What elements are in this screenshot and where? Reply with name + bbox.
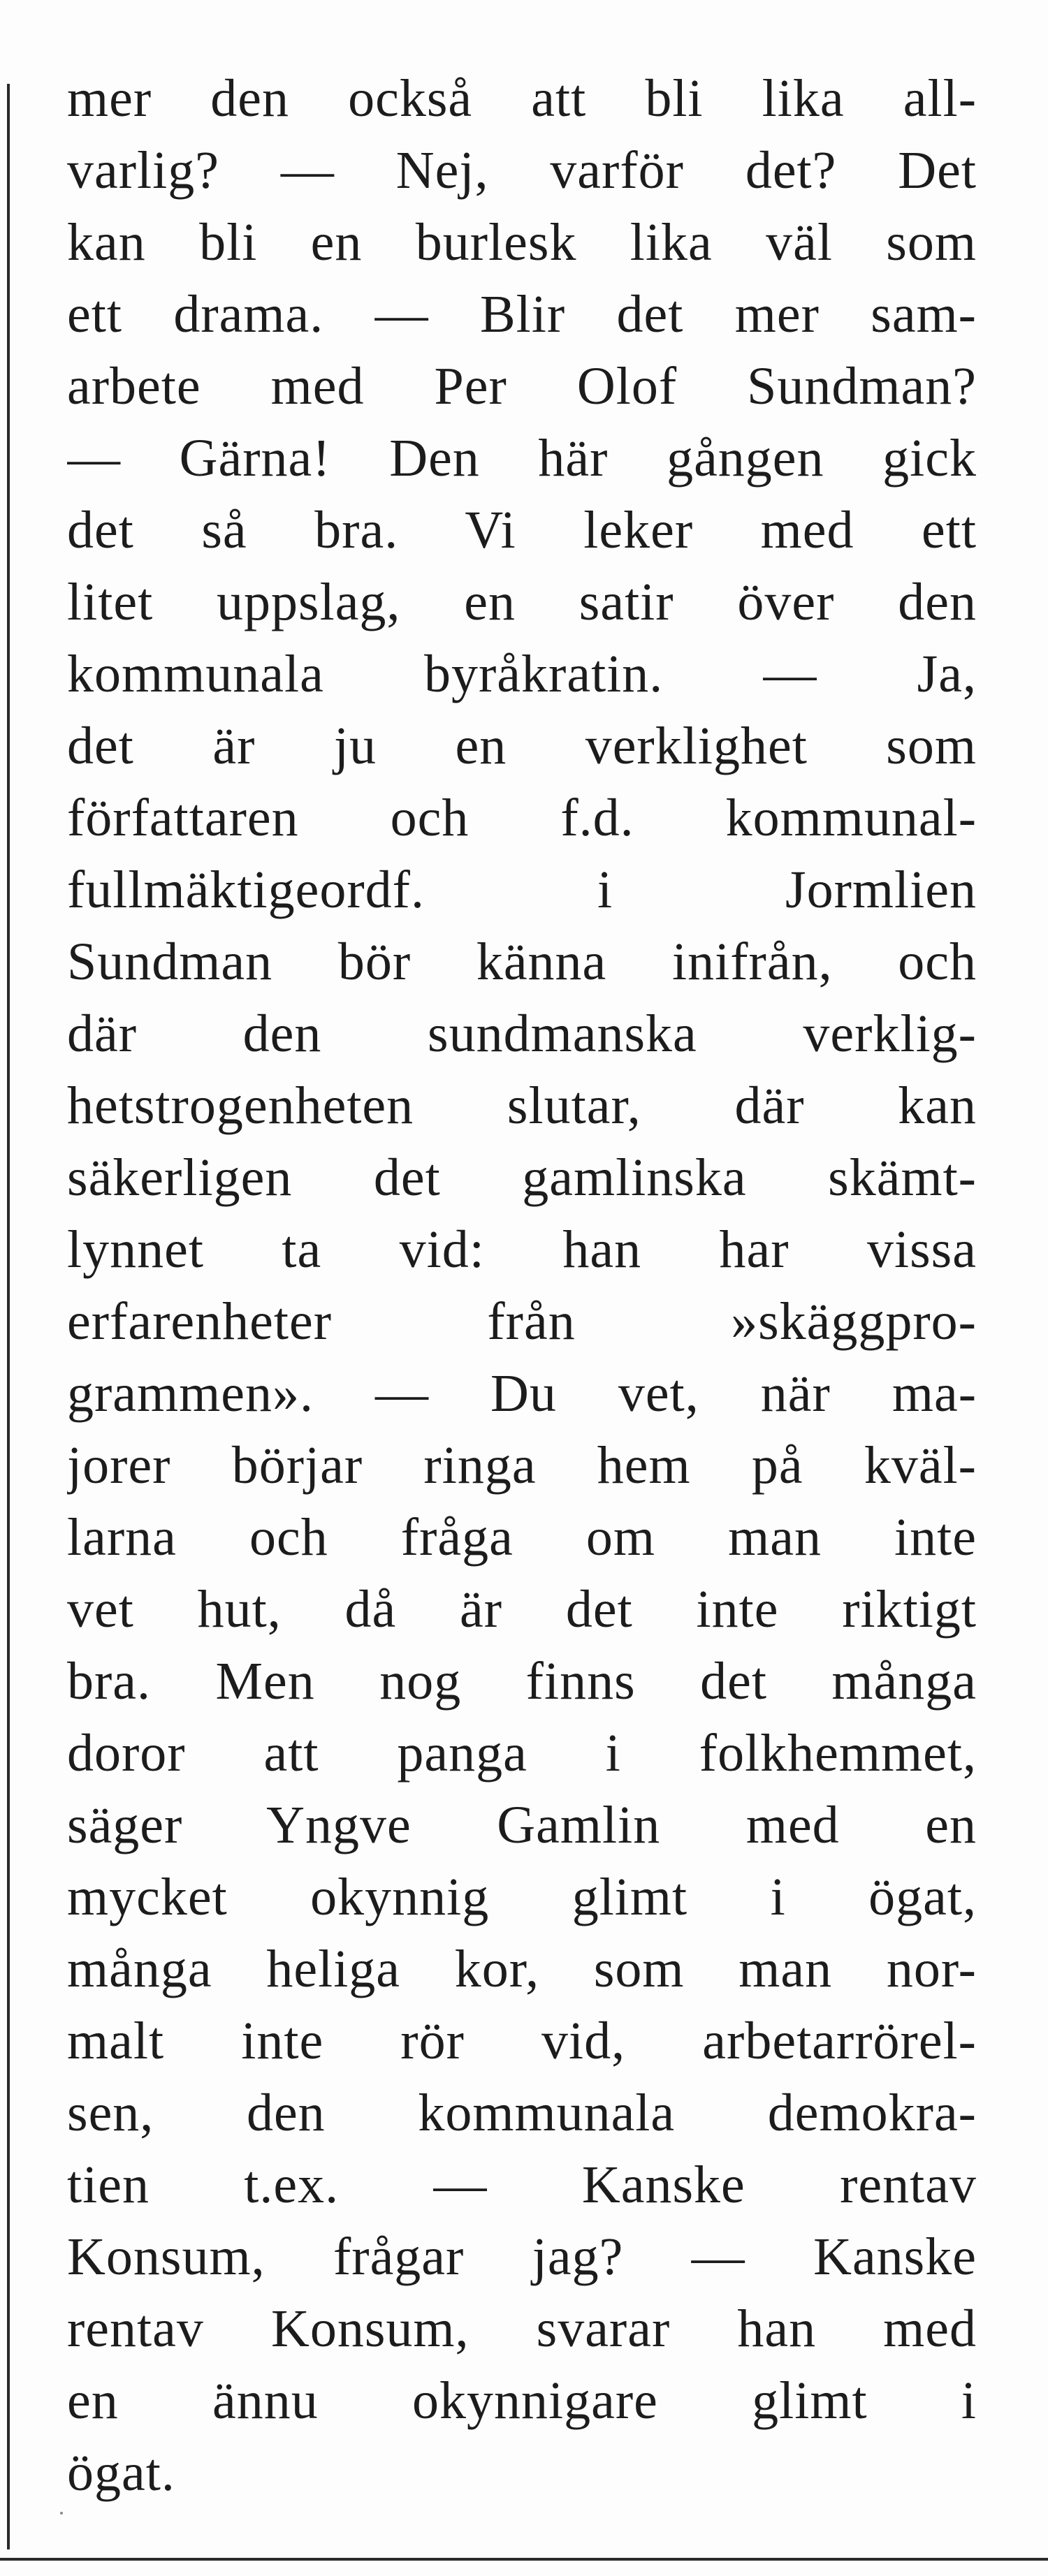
- article-line: sen, den kommunala demokra-: [67, 2084, 977, 2142]
- article-line: Sundman bör känna inifrån, och: [67, 932, 977, 991]
- article-line: ögat.: [67, 2443, 175, 2502]
- article-line: många heliga kor, som man nor-: [67, 1940, 977, 1998]
- article-line: Konsum, frågar jag? — Kanske: [67, 2227, 977, 2286]
- article-line: säkerligen det gamlinska skämt-: [67, 1148, 977, 1207]
- article-line: bra. Men nog finns det många: [67, 1652, 977, 1711]
- article-line: kan bli en burlesk lika väl som: [67, 213, 977, 272]
- article-line: — Gärna! Den här gången gick: [67, 429, 977, 488]
- article-line: fullmäktigeordf. i Jormlien: [67, 861, 977, 919]
- article-line: där den sundmanska verklig-: [67, 1004, 977, 1063]
- article-line: säger Yngve Gamlin med en: [67, 1796, 977, 1854]
- article-line: författaren och f.d. kommunal-: [67, 789, 977, 847]
- article-line: en ännu okynnigare glimt i: [67, 2371, 977, 2430]
- article-line: doror att panga i folkhemmet,: [67, 1724, 977, 1783]
- article-line: det så bra. Vi leker med ett: [67, 501, 977, 559]
- article-line: ett drama. — Blir det mer sam-: [67, 285, 977, 344]
- article-text-column: [67, 63, 977, 2509]
- article-line: rentav Konsum, svarar han med: [67, 2299, 977, 2358]
- print-speck: [60, 2512, 63, 2515]
- article-line: arbete med Per Olof Sundman?: [67, 357, 977, 416]
- article-line: erfarenheter från »skäggpro-: [67, 1292, 977, 1351]
- article-line: grammen». — Du vet, när ma-: [67, 1364, 977, 1423]
- article-line: mycket okynnig glimt i ögat,: [67, 1868, 977, 1926]
- article-line: malt inte rör vid, arbetarrörel-: [67, 2012, 977, 2070]
- article-line: det är ju en verklighet som: [67, 717, 977, 775]
- article-line: jorer börjar ringa hem på kväl-: [67, 1436, 977, 1495]
- article-line: hetstrogenheten slutar, där kan: [67, 1076, 977, 1135]
- article-line: mer den också att bli lika all-: [67, 69, 977, 128]
- article-line: larna och fråga om man inte: [67, 1508, 977, 1567]
- bottom-column-rule: [0, 2558, 1048, 2561]
- article-line: lynnet ta vid: han har vissa: [67, 1220, 977, 1279]
- article-line: kommunala byråkratin. — Ja,: [67, 645, 977, 703]
- left-column-rule: [7, 84, 10, 2549]
- article-line: varlig? — Nej, varför det? Det: [67, 141, 977, 200]
- article-line: tien t.ex. — Kanske rentav: [67, 2156, 977, 2214]
- article-line: vet hut, då är det inte riktigt: [67, 1580, 977, 1639]
- article-line: litet uppslag, en satir över den: [67, 573, 977, 631]
